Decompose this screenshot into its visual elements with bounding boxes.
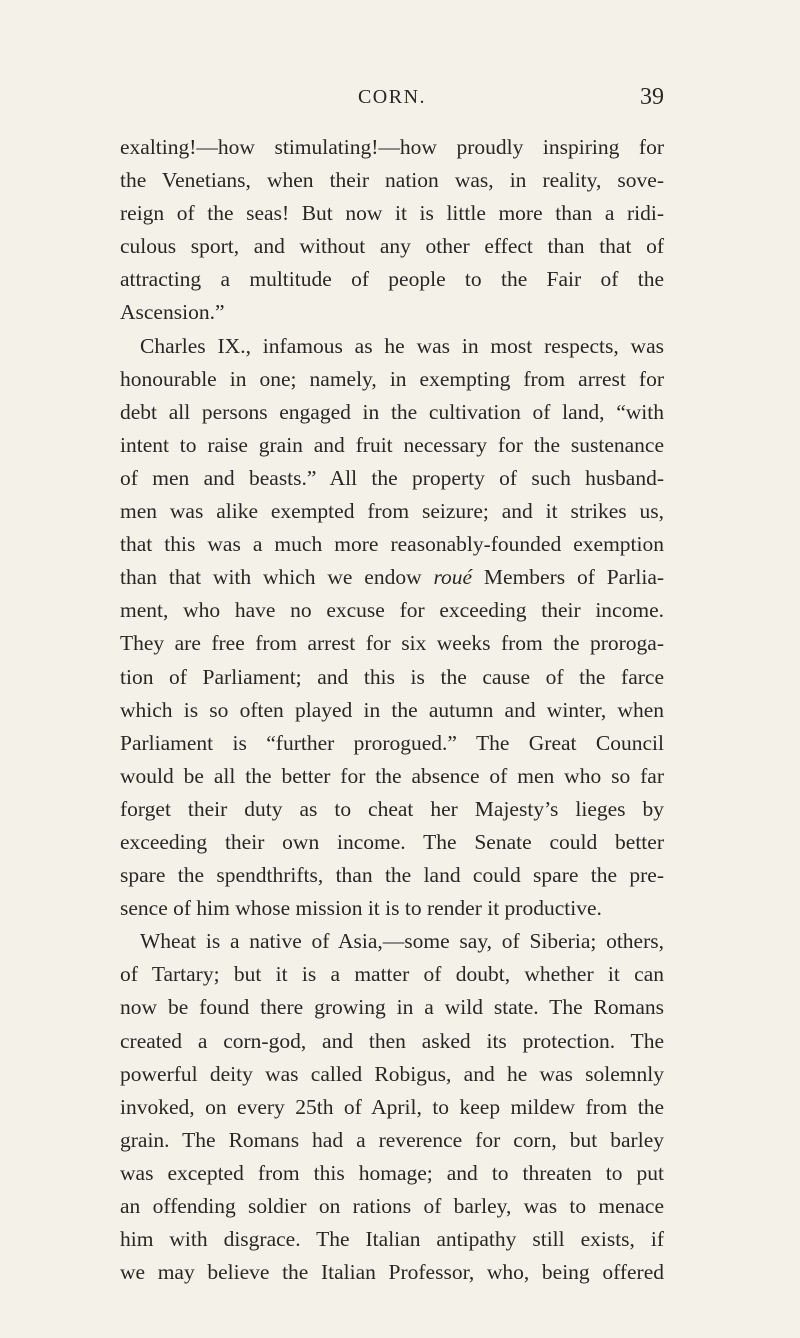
text-line: an offending soldier on rations of barley, was to menace: [120, 1194, 664, 1218]
text-line: culous sport, and without any other effect than that of: [120, 234, 664, 259]
text-line: exalting!—how stimulating!—how proudly inspiring for: [120, 135, 664, 159]
text-line: ment, who have no excuse for exceeding their income.: [120, 598, 664, 623]
text-line: now be found there growing in a wild state. The Romans: [120, 995, 664, 1020]
text-line: They are free from arrest for six weeks from the proroga-: [120, 631, 664, 656]
text-line: the Venetians, when their nation was, in reality, sove-: [120, 168, 664, 193]
text-line: grain. The Romans had a reverence for corn, but barley: [120, 1127, 664, 1152]
text-fragment: than that with which we endow: [120, 565, 422, 590]
italic-word: roué: [433, 565, 473, 590]
text-line: men was alike exempted from seizure; and it strikes us,: [120, 499, 664, 524]
text-line: forget their duty as to cheat her Majesty’s lieges by: [120, 796, 664, 821]
text-line: invoked, on every 25th of April, to keep mildew from the: [120, 1094, 664, 1119]
running-head: [120, 84, 664, 112]
text-line: powerful deity was called Robigus, and he was solemnly: [120, 1061, 664, 1086]
text-line: him with disgrace. The Italian antipathy still exists, if: [120, 1227, 664, 1252]
text-line: which is so often played in the autumn and winter, when: [120, 697, 664, 722]
text-fragment: Members of Parlia-: [483, 565, 665, 590]
text-line: Parliament is “further prorogued.” The Great Council: [120, 730, 664, 755]
text-line: would be all the better for the absence of men who so far: [120, 763, 664, 788]
text-line: tion of Parliament; and this is the cause of the farce: [120, 664, 664, 689]
text-line: Wheat is a native of Asia,—some say, of Siberia; others,: [140, 929, 664, 954]
text-line: debt all persons engaged in the cultivation of land, “with: [120, 399, 664, 424]
body-text: [120, 131, 664, 1289]
text-line: attracting a multitude of people to the Fair of the: [120, 267, 664, 292]
text-line: of Tartary; but it is a matter of doubt, whether it can: [120, 962, 664, 987]
text-line: intent to raise grain and fruit necessary for the sustenance: [120, 432, 664, 457]
text-line: Charles IX., infamous as he was in most respects, was: [140, 333, 664, 358]
page-number: 39: [640, 84, 664, 110]
text-line: [120, 561, 664, 594]
text-line: created a corn-god, and then asked its protection. The: [120, 1028, 664, 1053]
text-line: Ascension.”: [120, 300, 225, 325]
text-line: sence of him whose mission it is to render it productive.: [120, 896, 602, 921]
text-line: that this was a much more reasonably-founded exemption: [120, 532, 664, 557]
text-line: spare the spendthrifts, than the land could spare the pre-: [120, 863, 664, 888]
text-line: was excepted from this homage; and to threaten to put: [120, 1160, 664, 1185]
running-title: CORN.: [357, 86, 427, 108]
text-line: exceeding their own income. The Senate could better: [120, 829, 664, 854]
text-line: honourable in one; namely, in exempting from arrest for: [120, 366, 664, 391]
text-line: of men and beasts.” All the property of such husband-: [120, 465, 664, 490]
text-line: reign of the seas! But now it is little more than a ridi-: [120, 201, 664, 226]
text-line: we may believe the Italian Professor, who, being offered: [120, 1260, 664, 1285]
